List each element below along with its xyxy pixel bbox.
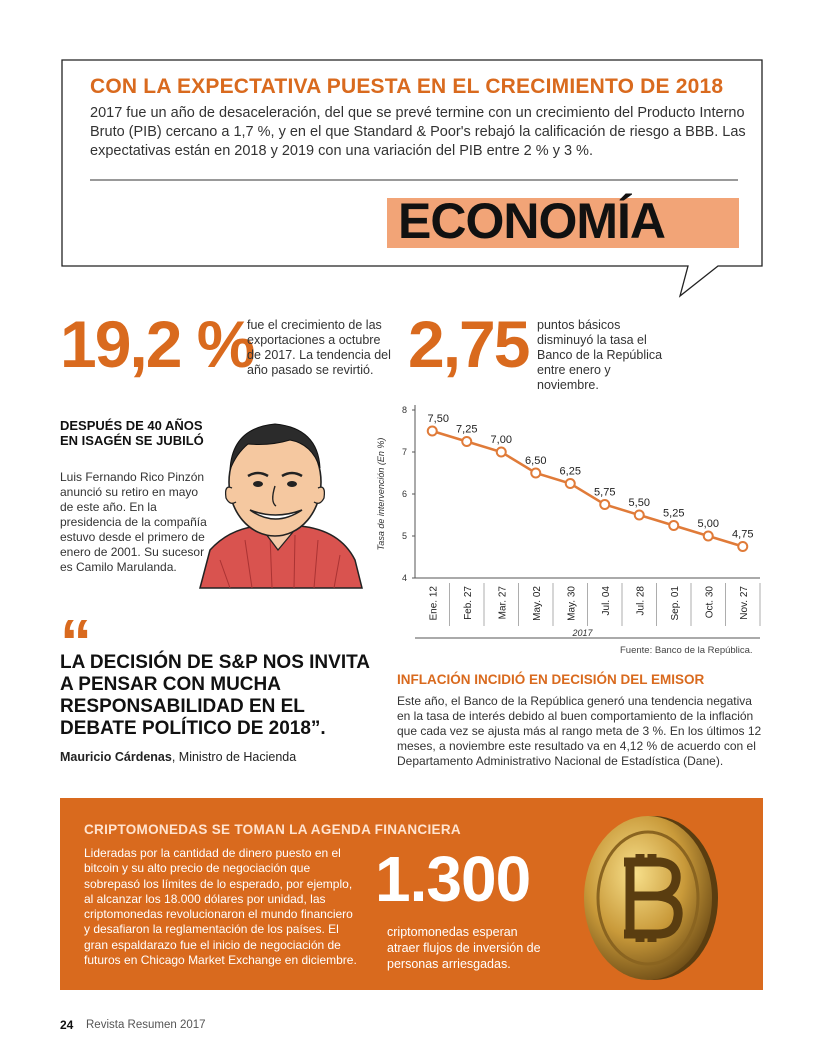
- data-label: 5,00: [697, 518, 719, 530]
- data-label: 4,75: [732, 528, 754, 541]
- x-tick-label: Jul. 28: [635, 586, 647, 616]
- data-label: 6,50: [525, 455, 547, 467]
- profile-title: DESPUÉS DE 40 AÑOS EN ISAGÉN SE JUBILÓ: [60, 418, 204, 448]
- data-point: [600, 500, 609, 509]
- x-tick-label: Oct. 30: [704, 586, 716, 619]
- data-point: [497, 448, 506, 457]
- header-title: CON LA EXPECTATIVA PUESTA EN EL CRECIMIENTO DE 2018: [90, 75, 724, 98]
- y-tick-label: 5: [401, 531, 407, 541]
- data-label: 5,25: [663, 507, 685, 520]
- y-axis-title: Tasa de intervención (En %): [376, 437, 386, 551]
- quote-text: LA DECISIÓN DE S&P NOS INVITA A PENSAR CON MUCHA RESPONSABILIDAD EN EL DEBATE POLÍTICO DE 2018”.: [60, 652, 370, 739]
- rate-line-chart: [360, 395, 770, 645]
- data-point: [738, 542, 747, 551]
- x-tick-label: Jul. 04: [600, 586, 612, 616]
- bitcoin-coin-icon: [578, 810, 724, 986]
- x-tick-label: Mar. 27: [497, 586, 509, 620]
- x-tick-label: Nov. 27: [738, 586, 750, 620]
- data-point: [669, 521, 678, 530]
- y-tick-label: 4: [401, 573, 407, 583]
- profile-body: Luis Fernando Rico Pinzón anunció su retiro en mayo de este año. En la presidencia de la compañía estuvo desde el primero de enero de 2001. Su sucesor es Camilo Marulanda.: [60, 470, 207, 574]
- x-tick-label: May. 30: [566, 586, 578, 621]
- data-point: [566, 479, 575, 488]
- data-point: [428, 427, 437, 436]
- crypto-title: CRIPTOMONEDAS SE TOMAN LA AGENDA FINANCIERA: [84, 822, 461, 837]
- crypto-body: Lideradas por la cantidad de dinero puesto en el bitcoin y su alto precio de negociación que sobrepasó los límites de lo esperado, por ejemplo, al alcanzar los 18.000 dólares por unidad, las criptomonedas revolucionaron el mundo financiero y desafiaron la reglamentación de los países. El gran espaldarazo fue el inicio de negociación de futuros en Chicago Market Exchange en diciembre.: [84, 846, 357, 968]
- data-label: 7,00: [490, 434, 512, 446]
- y-tick-label: 8: [401, 405, 407, 415]
- header-body: 2017 fue un año de desaceleración, del que se prevé termine con un crecimiento del Producto Interno Bruto (PIB) cercano a 1,7 %, y en el que Standard & Poor's rebajó la calificación de riesgo a BBB. Las expectativas están en 2018 y 2019 con una variación del PIB entre 2 % y 3 %.: [90, 105, 746, 159]
- quote-role: , Ministro de Hacienda: [171, 750, 297, 764]
- crypto-number: 1.300: [375, 843, 531, 915]
- inflation-title: INFLACIÓN INCIDIÓ EN DECISIÓN DEL EMISOR: [397, 672, 705, 687]
- data-label: 5,50: [628, 497, 650, 509]
- y-tick-label: 7: [401, 447, 407, 457]
- data-label: 5,75: [594, 486, 616, 499]
- caricature-illustration: [190, 410, 370, 590]
- stat-rate-text: puntos básicos disminuyó la tasa el Banco de la República entre enero y noviembre.: [537, 318, 663, 392]
- x-tick-label: Sep. 01: [669, 586, 681, 621]
- quote-mark: “: [60, 606, 92, 678]
- data-point: [531, 469, 540, 478]
- chart-source: Fuente: Banco de la República.: [620, 645, 753, 656]
- inflation-body: Este año, el Banco de la República generó una tendencia negativa en la tasa de interés debido al buen comportamiento de la inflación que cada vez se ajusta más al rango meta de 3 %. En los últimos 12 meses, a noviembre este resultado va en 4,12 % de acuerdo con el Departamento Administrativo Nacional de Estadística (Dane).: [397, 694, 762, 768]
- stat-exports-text: fue el crecimiento de las exportaciones a octubre de 2017. La tendencia del año pasado se revirtió.: [247, 318, 391, 377]
- quote-attribution: [60, 750, 296, 764]
- magazine-name: Revista Resumen 2017: [86, 1019, 206, 1031]
- data-label: 6,25: [559, 465, 581, 478]
- x-tick-label: Feb. 27: [462, 586, 474, 620]
- page-number: 24: [60, 1018, 74, 1032]
- section-title: ECONOMÍA: [398, 193, 665, 249]
- stat-rate-number: 2,75: [408, 307, 529, 381]
- data-point: [635, 511, 644, 520]
- quote-author: Mauricio Cárdenas: [60, 750, 172, 764]
- data-point: [462, 437, 471, 446]
- x-tick-label: May. 02: [531, 586, 543, 621]
- stat-exports-number: 19,2 %: [60, 307, 254, 381]
- crypto-number-text: criptomonedas esperan atraer flujos de inversión de personas arriesgadas.: [387, 925, 541, 971]
- rate-series-line: [432, 431, 743, 547]
- x-axis-title: 2017: [572, 628, 593, 638]
- x-tick-label: Ene. 12: [428, 586, 440, 621]
- y-tick-label: 6: [401, 489, 407, 499]
- data-label: 7,25: [456, 423, 478, 436]
- data-point: [704, 532, 713, 541]
- data-label: 7,50: [427, 413, 449, 425]
